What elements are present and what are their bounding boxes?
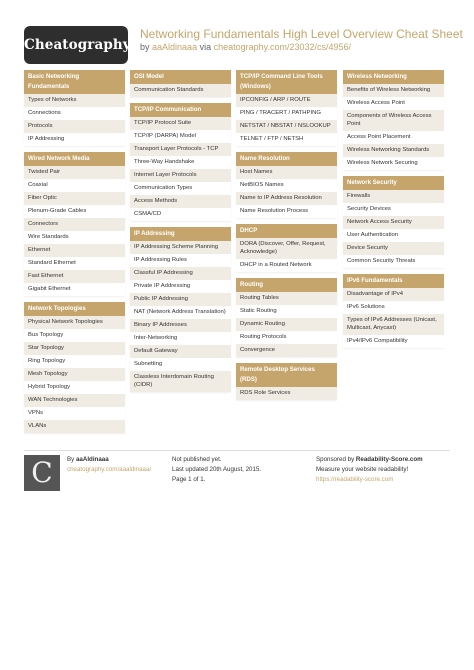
list-item: Internet Layer Protocols: [130, 169, 231, 182]
list-item: Connectors: [24, 218, 125, 231]
section-tcp-ip-communication: [130, 103, 231, 221]
list-item: IPv6 Solutions: [343, 301, 444, 314]
list-item: Common Security Threats: [343, 255, 444, 268]
list-item: Twisted Pair: [24, 166, 125, 179]
footer-status: [172, 455, 261, 485]
list-item: CSMA/CD: [130, 208, 231, 221]
list-item: Transport Layer Protocols - TCP: [130, 143, 231, 156]
list-item: Routing Tables: [236, 292, 337, 305]
list-item: Fast Ethernet: [24, 270, 125, 283]
author-link[interactable]: aaAldinaaa: [152, 42, 198, 52]
page-byline: [140, 42, 351, 52]
list-item: Three-Way Handshake: [130, 156, 231, 169]
column-3: [236, 70, 337, 406]
list-item: IP Addressing Rules: [130, 254, 231, 267]
list-item: TCP/IP Protocol Suite: [130, 117, 231, 130]
list-item: Binary IP Addresses: [130, 319, 231, 332]
page-footer: [24, 450, 450, 493]
sponsor-prefix: Sponsored by: [316, 456, 355, 463]
section-header: Wired Network Media: [24, 152, 125, 166]
list-item: TCP/IP (DARPA) Model: [130, 130, 231, 143]
list-item: RDS Role Services: [236, 387, 337, 400]
sheet-url-link[interactable]: cheatography.com/23032/cs/4956/: [213, 42, 352, 52]
byline-by: by: [140, 42, 150, 52]
list-item: Inter-Networking: [130, 332, 231, 345]
section-header: TCP/IP Command Line Tools (Windows): [236, 70, 337, 94]
list-item: Routing Protocols: [236, 331, 337, 344]
list-item: VPNs: [24, 407, 125, 420]
list-item: Dynamic Routing: [236, 318, 337, 331]
list-item: Types of IPv6 Addresses (Unicast, Multicast, Anycast): [343, 314, 444, 335]
list-item: Star Topology: [24, 342, 125, 355]
list-item: Security Devices: [343, 203, 444, 216]
list-item: DORA (Discover, Offer, Request, Acknowledge): [236, 238, 337, 259]
list-item: Private IP Addressing: [130, 280, 231, 293]
list-item: Static Routing: [236, 305, 337, 318]
list-item: Host Names: [236, 166, 337, 179]
list-item: WAN Technologies: [24, 394, 125, 407]
list-item: NAT (Network Address Translation): [130, 306, 231, 319]
section-header: Basic Networking Fundamentals: [24, 70, 125, 94]
list-item: Gigabit Ethernet: [24, 283, 125, 296]
footer-sponsor: [316, 455, 423, 485]
list-item: PING / TRACERT / PATHPING: [236, 107, 337, 120]
section-tcp-ip-command-line-tools-windows: [236, 70, 337, 146]
section-header: OSI Model: [130, 70, 231, 84]
section-header: DHCP: [236, 224, 337, 238]
list-item: Ring Topology: [24, 355, 125, 368]
list-item: NETSTAT / NBSTAT / NSLOOKUP: [236, 120, 337, 133]
column-4: [343, 70, 444, 354]
section-ipv6-fundamentals: [343, 274, 444, 348]
cheatography-logo[interactable]: Cheatography: [24, 26, 128, 64]
list-item: Communication Types: [130, 182, 231, 195]
list-item: Wireless Access Point: [343, 97, 444, 110]
footer-author: [67, 455, 151, 475]
list-item: Public IP Addressing: [130, 293, 231, 306]
list-item: Bus Topology: [24, 329, 125, 342]
footer-page: Page 1 of 1.: [172, 476, 206, 483]
list-item: IPv4/IPv6 Compatibility: [343, 335, 444, 348]
list-item: Device Security: [343, 242, 444, 255]
section-header: Wireless Networking: [343, 70, 444, 84]
section-network-security: [343, 176, 444, 268]
section-osi-model: [130, 70, 231, 97]
list-item: IP Addressing Scheme Planning: [130, 241, 231, 254]
list-item: Communication Standards: [130, 84, 231, 97]
list-item: Network Access Security: [343, 216, 444, 229]
list-item: DHCP in a Routed Network: [236, 259, 337, 272]
column-2: [130, 70, 231, 398]
list-item: Access Point Placement: [343, 131, 444, 144]
byline-via: via: [199, 42, 212, 52]
sponsor-name[interactable]: Readability-Score.com: [355, 456, 423, 463]
list-item: Benefits of Wireless Networking: [343, 84, 444, 97]
section-header: Routing: [236, 278, 337, 292]
author-avatar[interactable]: [24, 455, 60, 491]
section-header: IP Addressing: [130, 227, 231, 241]
list-item: Subnetting: [130, 358, 231, 371]
list-item: Coaxial: [24, 179, 125, 192]
list-item: Physical Network Topologies: [24, 316, 125, 329]
list-item: Protocols: [24, 120, 125, 133]
sponsor-url[interactable]: https://readability-score.com: [316, 476, 394, 483]
section-dhcp: [236, 224, 337, 272]
list-item: Types of Networks: [24, 94, 125, 107]
sponsor-tagline: Measure your website readability!: [316, 466, 409, 473]
list-item: VLANs: [24, 420, 125, 433]
list-item: Wireless Network Securing: [343, 157, 444, 170]
list-item: Firewalls: [343, 190, 444, 203]
list-item: Standard Ethernet: [24, 257, 125, 270]
list-item: Default Gateway: [130, 345, 231, 358]
section-basic-networking-fundamentals: [24, 70, 125, 146]
list-item: User Authentication: [343, 229, 444, 242]
footer-author-name[interactable]: aaAldinaaa: [75, 456, 109, 463]
list-item: Access Methods: [130, 195, 231, 208]
avatar-letter: C: [31, 456, 53, 489]
list-item: Name to IP Address Resolution: [236, 192, 337, 205]
footer-sponsor-line: [316, 455, 423, 465]
section-wireless-networking: [343, 70, 444, 170]
section-header: Remote Desktop Services (RDS): [236, 363, 337, 387]
footer-author-line: [67, 455, 151, 465]
list-item: Fiber Optic: [24, 192, 125, 205]
list-item: Classful IP Addressing: [130, 267, 231, 280]
section-wired-network-media: [24, 152, 125, 296]
footer-by-label: By: [67, 456, 75, 463]
list-item: TELNET / FTP / NETSH: [236, 133, 337, 146]
section-name-resolution: [236, 152, 337, 218]
list-item: IP Addressing: [24, 133, 125, 146]
list-item: Plenum-Grade Cables: [24, 205, 125, 218]
list-item: Hybrid Topology: [24, 381, 125, 394]
section-header: Name Resolution: [236, 152, 337, 166]
section-remote-desktop-services-rds: [236, 363, 337, 400]
list-item: Components of Wireless Access Point: [343, 110, 444, 131]
list-item: Wireless Networking Standards: [343, 144, 444, 157]
section-routing: [236, 278, 337, 357]
section-network-topologies: [24, 302, 125, 433]
list-item: Classless Interdomain Routing (CIDR): [130, 371, 231, 392]
column-1: [24, 70, 125, 439]
list-item: Convergence: [236, 344, 337, 357]
section-ip-addressing: [130, 227, 231, 392]
list-item: Mesh Topology: [24, 368, 125, 381]
list-item: Wire Standards: [24, 231, 125, 244]
section-header: IPv6 Fundamentals: [343, 274, 444, 288]
section-header: Network Topologies: [24, 302, 125, 316]
list-item: Disadvantage of IPv4: [343, 288, 444, 301]
section-header: Network Security: [343, 176, 444, 190]
footer-author-url[interactable]: cheatography.com/aaaldinaaa/: [67, 466, 152, 473]
footer-published: Not published yet.: [172, 456, 222, 463]
list-item: NetBIOS Names: [236, 179, 337, 192]
list-item: IPCONFIG / ARP / ROUTE: [236, 94, 337, 107]
list-item: Ethernet: [24, 244, 125, 257]
list-item: Name Resolution Process: [236, 205, 337, 218]
footer-updated: Last updated 20th August, 2015.: [172, 466, 262, 473]
section-header: TCP/IP Communication: [130, 103, 231, 117]
list-item: Connections: [24, 107, 125, 120]
page-title: Networking Fundamentals High Level Overview Cheat Sheet: [140, 27, 463, 41]
